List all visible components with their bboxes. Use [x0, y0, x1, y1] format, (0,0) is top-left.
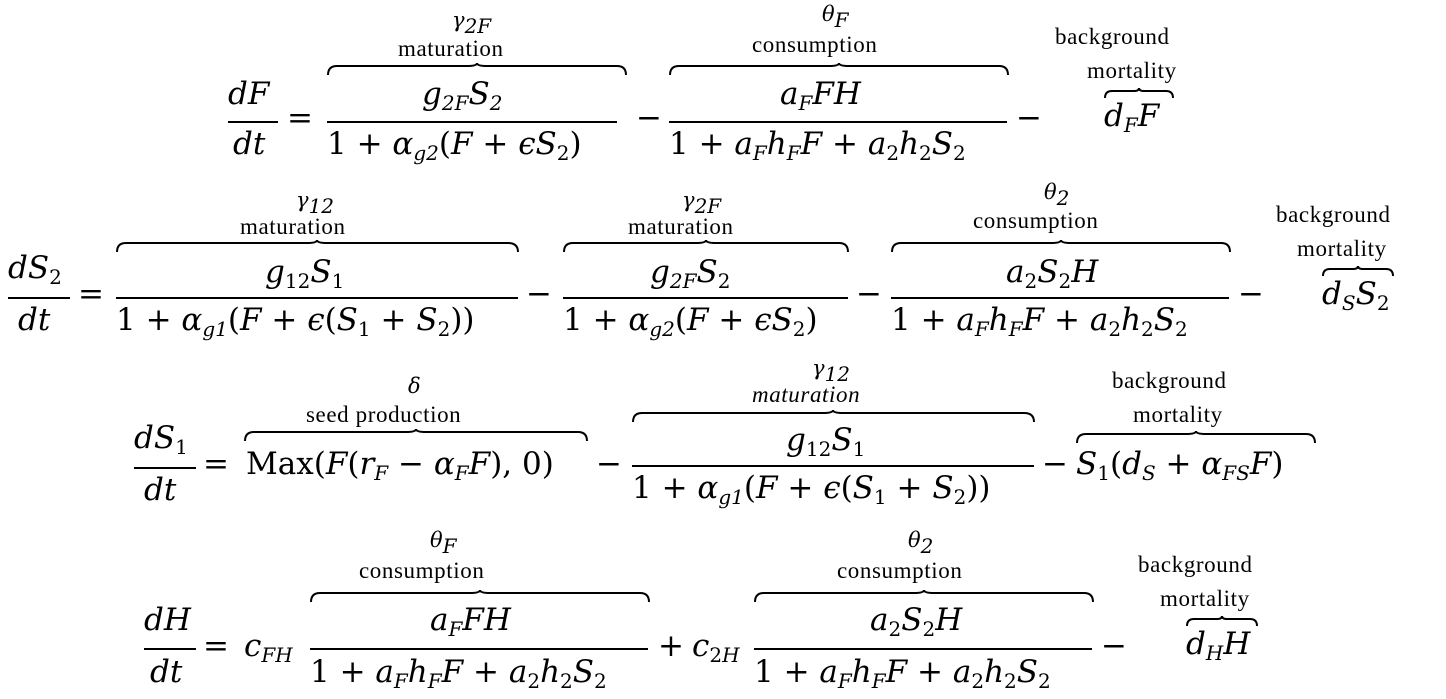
overbrace [310, 589, 650, 603]
seed-production-term: $Max(F(r_F - \alpha_FF)$, 0) [246, 446, 554, 485]
lhs-fraction-bar [144, 648, 196, 650]
term-numerator: $a_2S_2H$ [870, 602, 963, 641]
overbrace [1076, 430, 1316, 444]
overbrace [116, 239, 519, 253]
lhs-denominator: dt [150, 654, 183, 690]
term-numerator: $g_{12}S_1$ [265, 254, 345, 293]
term-denominator: $1 + a_Fh_FF + a_2h_2S_2$ [669, 126, 966, 165]
equals-sign: = [203, 628, 229, 664]
overbrace [669, 62, 1009, 76]
consumption-label: consumption [837, 558, 963, 583]
minus-sign: − [636, 100, 662, 136]
minus-sign: − [1042, 446, 1068, 482]
mortality-term: $S_1(d_S + \alpha_{FS}F)$ [1076, 446, 1284, 485]
gamma-12-symbol: $\gamma_{12}$ [296, 188, 335, 218]
background-label: background [1055, 24, 1170, 49]
overbrace [754, 589, 1094, 603]
fraction-bar [669, 121, 1007, 123]
term-numerator: $a_FFH$ [780, 76, 861, 115]
fraction-bar [327, 121, 617, 123]
term-denominator: $1 + a_Fh_FF + a_2h_2S_2$ [310, 654, 607, 693]
lhs-numerator: $dS_1$ [134, 420, 188, 459]
background-label: background [1276, 202, 1391, 227]
equals-sign: = [287, 100, 313, 136]
overbrace [632, 409, 1035, 423]
lhs-fraction-bar [134, 467, 196, 469]
term-numerator: $g_{12}S_1$ [786, 422, 866, 461]
minus-sign: − [1101, 628, 1127, 664]
term-numerator: $g_{2F}S_2$ [650, 254, 731, 293]
overbrace [244, 428, 588, 442]
lhs-fraction-bar [228, 121, 278, 123]
coefficient-c2H: $c_{2H}$ [692, 628, 740, 667]
gamma-12-symbol: $\gamma_{12}$ [812, 356, 851, 386]
maturation-label: maturation [628, 214, 734, 239]
overbrace [327, 62, 627, 76]
fraction-bar [891, 297, 1229, 299]
overbrace [563, 239, 849, 253]
overbrace [891, 239, 1231, 253]
mortality-term: $d_SS_2$ [1322, 276, 1390, 315]
theta-F-symbol: $\theta_F$ [430, 528, 457, 558]
term-numerator: $a_2S_2H$ [1006, 254, 1099, 293]
term-denominator: $1 + a_Fh_FF + a_2h_2S_2$ [754, 654, 1051, 693]
gamma-2F-symbol: $\gamma_{2F}$ [682, 188, 722, 218]
gamma-2F-symbol: $\gamma_{2F}$ [452, 8, 492, 38]
mortality-label: mortality [1160, 586, 1250, 611]
mortality-label: mortality [1087, 58, 1177, 83]
seed-production-label: seed production [306, 402, 462, 427]
fraction-bar [563, 297, 848, 299]
equals-sign: = [78, 276, 104, 312]
mortality-label: mortality [1133, 402, 1223, 427]
lhs-denominator: dt [18, 302, 51, 338]
maturation-label: maturation [752, 382, 861, 407]
consumption-label: consumption [359, 558, 485, 583]
consumption-label: consumption [973, 208, 1099, 233]
minus-sign: − [1238, 276, 1264, 312]
lhs-denominator: dt [144, 472, 177, 508]
minus-sign: − [1016, 100, 1042, 136]
lhs-numerator: $dS_2$ [8, 250, 62, 289]
coefficient-cFH: $c_{FH}$ [244, 628, 293, 667]
maturation-label: maturation [240, 214, 346, 239]
fraction-bar [632, 465, 1034, 467]
term-denominator: $1 + \alpha_{g2}(F + \epsilon S_2)$ [563, 302, 818, 341]
mortality-term: $d_FF$ [1104, 98, 1160, 137]
maturation-label: maturation [398, 36, 504, 61]
minus-sign: − [856, 276, 882, 312]
fraction-bar [310, 648, 648, 650]
background-label: background [1138, 552, 1253, 577]
term-numerator: $g_{2F}S_2$ [422, 76, 503, 115]
lhs-numerator: dH [144, 602, 191, 638]
equals-sign: = [203, 446, 229, 482]
background-label: background [1112, 368, 1227, 393]
term-numerator: $a_FFH$ [430, 602, 511, 641]
theta-2-symbol: $\theta_2$ [1044, 180, 1070, 210]
lhs-numerator: dF [228, 76, 270, 112]
term-denominator: $1 + \alpha_{g1}(F + \epsilon(S_1 + S_2))$ [632, 470, 991, 509]
delta-symbol: δ [408, 374, 421, 398]
fraction-bar [116, 297, 518, 299]
mortality-label: mortality [1297, 236, 1387, 261]
lhs-fraction-bar [8, 297, 70, 299]
plus-sign: + [658, 628, 684, 664]
lhs-denominator: dt [233, 126, 266, 162]
minus-sign: − [526, 276, 552, 312]
theta-F-symbol: $\theta_F$ [822, 2, 849, 32]
theta-2-symbol: $\theta_2$ [908, 528, 934, 558]
fraction-bar [754, 648, 1092, 650]
consumption-label: consumption [752, 32, 878, 57]
term-denominator: $1 + a_Fh_FF + a_2h_2S_2$ [891, 302, 1188, 341]
minus-sign: − [596, 446, 622, 482]
term-denominator: $1 + \alpha_{g2}(F + \epsilon S_2)$ [327, 126, 582, 165]
term-denominator: $1 + \alpha_{g1}(F + \epsilon(S_1 + S_2))$ [116, 302, 475, 341]
mortality-term: $d_HH$ [1186, 626, 1251, 665]
